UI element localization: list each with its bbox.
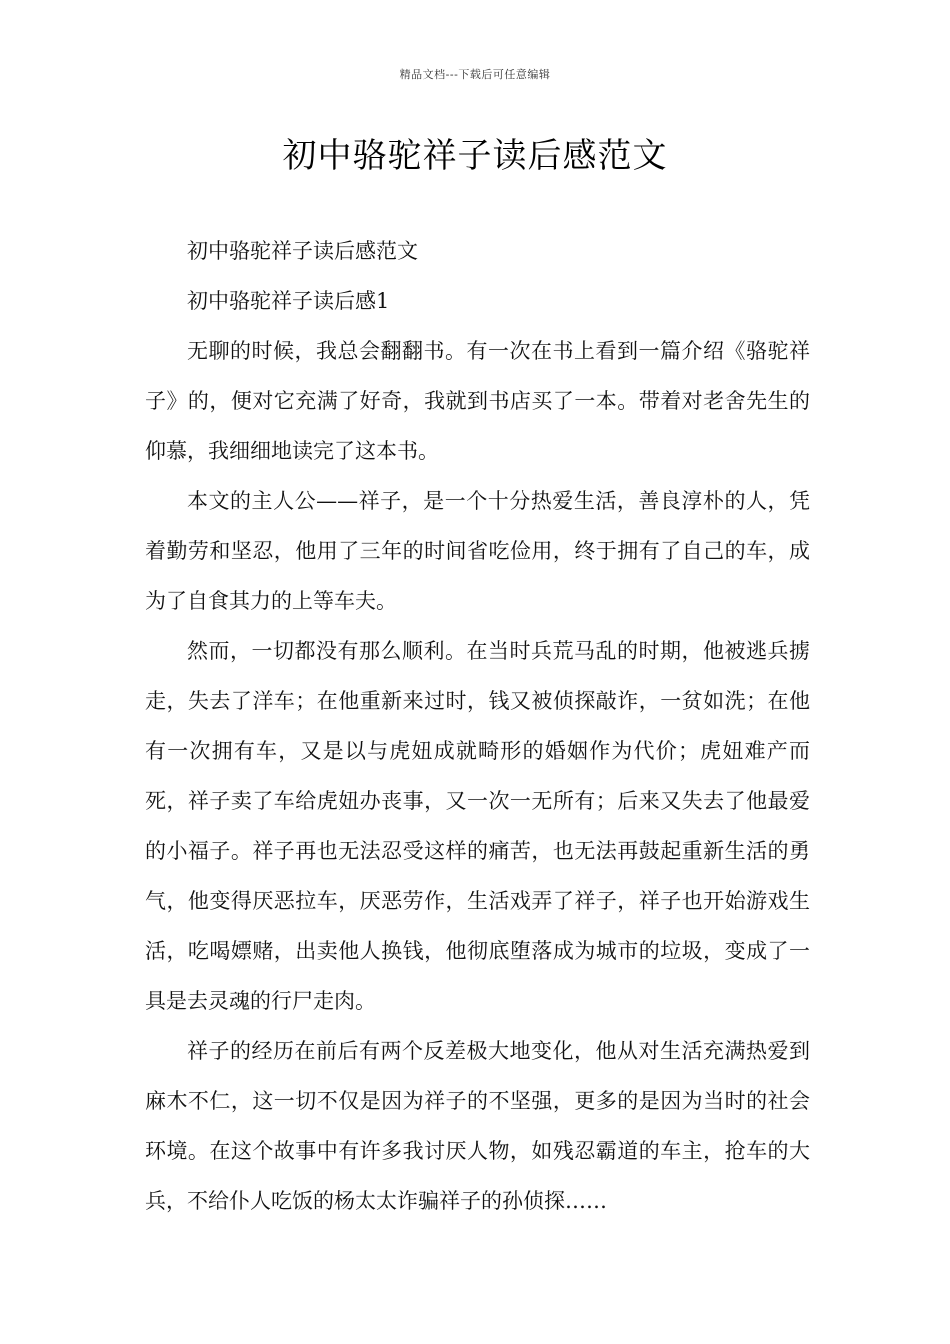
header-note: 精品文档---下载后可任意编辑: [399, 68, 551, 81]
paragraph-subtitle: 初中骆驼祥子读后感范文: [187, 239, 418, 263]
paragraph: 祥子的经历在前后有两个反差极大地变化，他从对生活充满热爱到麻木不仁，这一切不仅是因为祥子的不坚强，更多的是因为当时的社会环境。在这个故事中有许多我讨厌人物，如残忍霸道的车主，抢车的大兵，不给仆人吃饭的杨太太诈骗祥子的孙侦探……: [145, 1039, 810, 1213]
paragraph-section-heading: 初中骆驼祥子读后感1: [187, 289, 390, 313]
paragraph: 然而，一切都没有那么顺利。在当时兵荒马乱的时期，他被逃兵掳走，失去了洋车；在他重新来过时，钱又被侦探敲诈，一贫如洗；在他有一次拥有车，又是以与虎妞成就畸形的婚姻作为代价；虎妞难产而死，祥子卖了车给虎妞办丧事，又一次一无所有；后来又失去了他最爱的小福子。祥子再也无法忍受这样的痛苦，也无法再鼓起重新生活的勇气，他变得厌恶拉车，厌恶劳作，生活戏弄了祥子，祥子也开始游戏生活，吃喝嫖赌，出卖他人换钱，他彻底堕落成为城市的垃圾，变成了一具是去灵魂的行尸走肉。: [145, 639, 810, 1013]
paragraph: 无聊的时候，我总会翻翻书。有一次在书上看到一篇介绍《骆驼祥子》的，便对它充满了好奇，我就到书店买了一本。带着对老舍先生的仰慕，我细细地读完了这本书。: [145, 339, 810, 463]
document-title: 初中骆驼祥子读后感范文: [282, 136, 668, 176]
document-body: [145, 226, 810, 1226]
paragraph: 本文的主人公——祥子，是一个十分热爱生活，善良淳朴的人，凭着勤劳和坚忍，他用了三年的时间省吃俭用，终于拥有了自己的车，成为了自食其力的上等车夫。: [145, 489, 810, 613]
